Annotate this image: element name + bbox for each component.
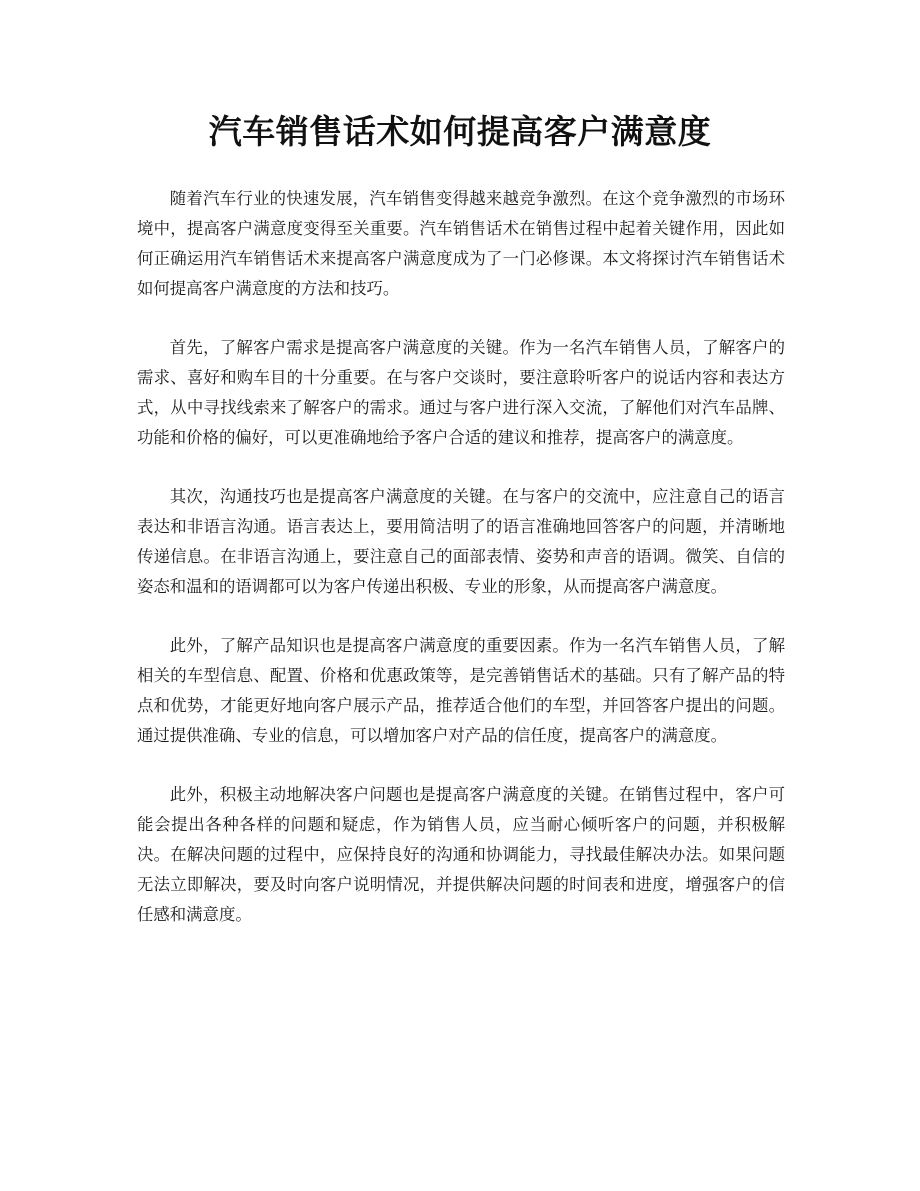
- document-title: 汽车销售话术如何提高客户满意度: [208, 112, 712, 151]
- paragraph-intro: 随着汽车行业的快速发展，汽车销售变得越来越竞争激烈。在这个竞争激烈的市场环境中，提高客户满意度变得至关重要。汽车销售话术在销售过程中起着关键作用，因此如何正确运用汽车销售话术来提高客户满意度成为了一门必修课。本文将探讨汽车销售话术如何提高客户满意度的方法和技巧。: [137, 189, 785, 298]
- paragraph-communication-skills: 其次，沟通技巧也是提高客户满意度的关键。在与客户的交流中，应注意自己的语言表达和非语言沟通。语言表达上，要用简洁明了的语言准确地回答客户的问题，并清晰地传递信息。在非语言沟通上，要注意自己的面部表情、姿势和声音的语调。微笑、自信的姿态和温和的语调都可以为客户传递出积极、专业的形象，从而提高客户满意度。: [137, 487, 785, 596]
- document-body: [137, 184, 785, 959]
- paragraph-customer-needs: 首先，了解客户需求是提高客户满意度的关键。作为一名汽车销售人员，了解客户的需求、喜好和购车目的十分重要。在与客户交谈时，要注意聆听客户的说话内容和表达方式，从中寻找线索来了解客户的需求。通过与客户进行深入交流，了解他们对汽车品牌、功能和价格的偏好，可以更准确地给予客户合适的建议和推荐，提高客户的满意度。: [137, 338, 785, 447]
- paragraph-product-knowledge: 此外，了解产品知识也是提高客户满意度的重要因素。作为一名汽车销售人员，了解相关的车型信息、配置、价格和优惠政策等，是完善销售话术的基础。只有了解产品的特点和优势，才能更好地向客户展示产品，推荐适合他们的车型，并回答客户提出的问题。通过提供准确、专业的信息，可以增加客户对产品的信任度，提高客户的满意度。: [137, 636, 785, 745]
- paragraph-problem-solving: 此外，积极主动地解决客户问题也是提高客户满意度的关键。在销售过程中，客户可能会提出各种各样的问题和疑虑，作为销售人员，应当耐心倾听客户的问题，并积极解决。在解决问题的过程中，应保持良好的沟通和协调能力，寻找最佳解决办法。如果问题无法立即解决，要及时向客户说明情况，并提供解决问题的时间表和进度，增强客户的信任感和满意度。: [137, 785, 785, 924]
